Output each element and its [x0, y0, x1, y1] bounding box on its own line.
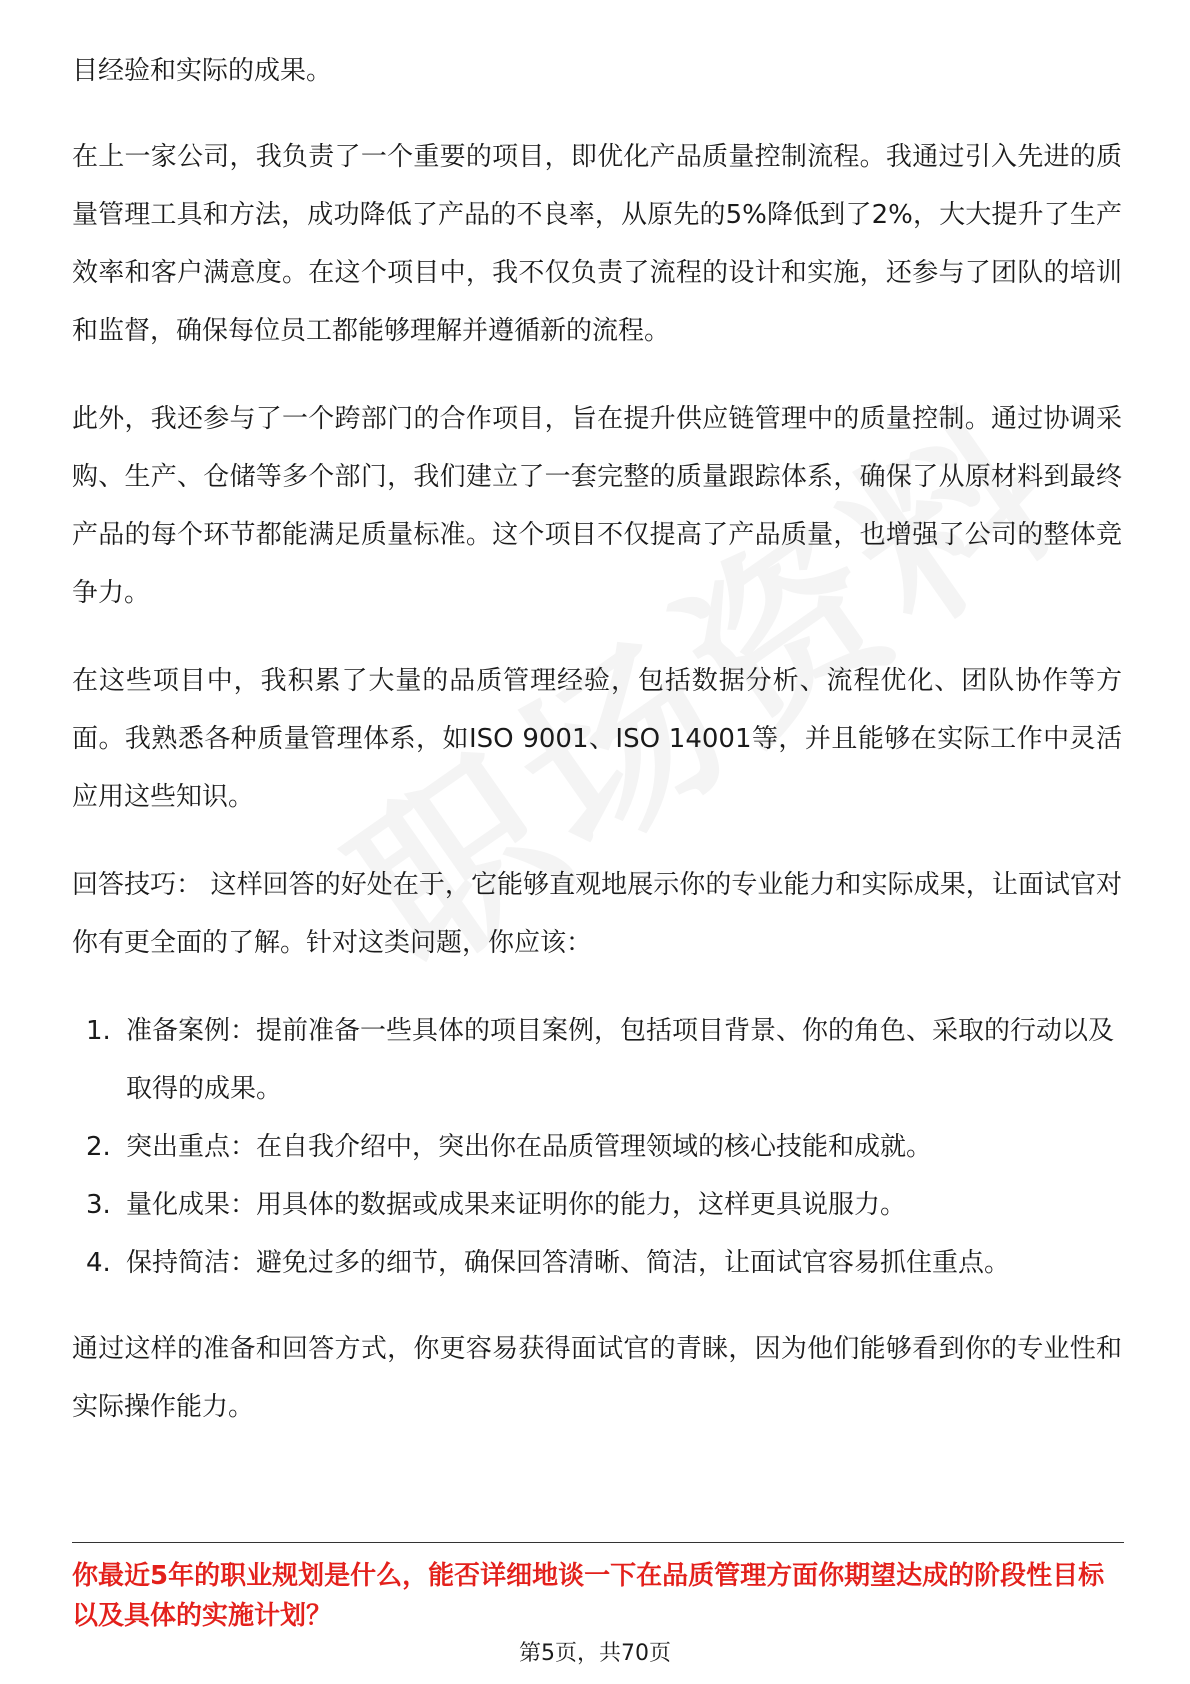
document-body — [72, 42, 1122, 1466]
list-item — [72, 1234, 1122, 1292]
list-item-text: 准备案例：提前准备一些具体的项目案例，包括项目背景、你的角色、采取的行动以及取得的成果。 — [126, 1016, 1115, 1104]
section-divider — [72, 1542, 1124, 1543]
next-question-heading: 你最近5年的职业规划是什么，能否详细地谈一下在品质管理方面你期望达成的阶段性目标以及具体的实施计划？ — [72, 1561, 1105, 1631]
list-number: 3. — [86, 1190, 111, 1220]
paragraph-project-1: 在上一家公司，我负责了一个重要的项目，即优化产品质量控制流程。我通过引入先进的质量管理工具和方法，成功降低了产品的不良率，从原先的5%降低到了2%，大大提升了生产效率和客户满意度。在这个项目中，我不仅负责了流程的设计和实施，还参与了团队的培训和监督，确保每位员工都能够理解并遵循新的流程。 — [72, 142, 1122, 346]
list-item-text: 量化成果：用具体的数据或成果来证明你的能力，这样更具说服力。 — [126, 1190, 907, 1220]
paragraph-intro-tail: 目经验和实际的成果。 — [72, 56, 333, 86]
list-number: 1. — [86, 1016, 111, 1046]
list-number: 4. — [86, 1248, 111, 1278]
list-item-text: 保持简洁：避免过多的细节，确保回答清晰、简洁，让面试官容易抓住重点。 — [126, 1248, 1011, 1278]
list-item — [72, 1118, 1122, 1176]
paragraph-closing: 通过这样的准备和回答方式，你更容易获得面试官的青睐，因为他们能够看到你的专业性和实际操作能力。 — [72, 1334, 1122, 1422]
tips-list — [72, 1002, 1122, 1292]
paragraph-answer-tips: 回答技巧： 这样回答的好处在于，它能够直观地展示你的专业能力和实际成果，让面试官对你有更全面的了解。针对这类问题，你应该： — [72, 870, 1122, 958]
list-item-text: 突出重点：在自我介绍中，突出你在品质管理领域的核心技能和成就。 — [126, 1132, 933, 1162]
list-item — [72, 1176, 1122, 1234]
list-item — [72, 1002, 1122, 1118]
paragraph-experience: 在这些项目中，我积累了大量的品质管理经验，包括数据分析、流程优化、团队协作等方面。我熟悉各种质量管理体系，如ISO 9001、ISO 14001等，并且能够在实际工作中灵活应用这些知识。 — [72, 666, 1122, 812]
paragraph-project-2: 此外，我还参与了一个跨部门的合作项目，旨在提升供应链管理中的质量控制。通过协调采购、生产、仓储等多个部门，我们建立了一套完整的质量跟踪体系，确保了从原材料到最终产品的每个环节都能满足质量标准。这个项目不仅提高了产品质量，也增强了公司的整体竞争力。 — [72, 404, 1122, 608]
page-number-footer: 第5页，共70页 — [519, 1641, 671, 1666]
list-number: 2. — [86, 1132, 111, 1162]
